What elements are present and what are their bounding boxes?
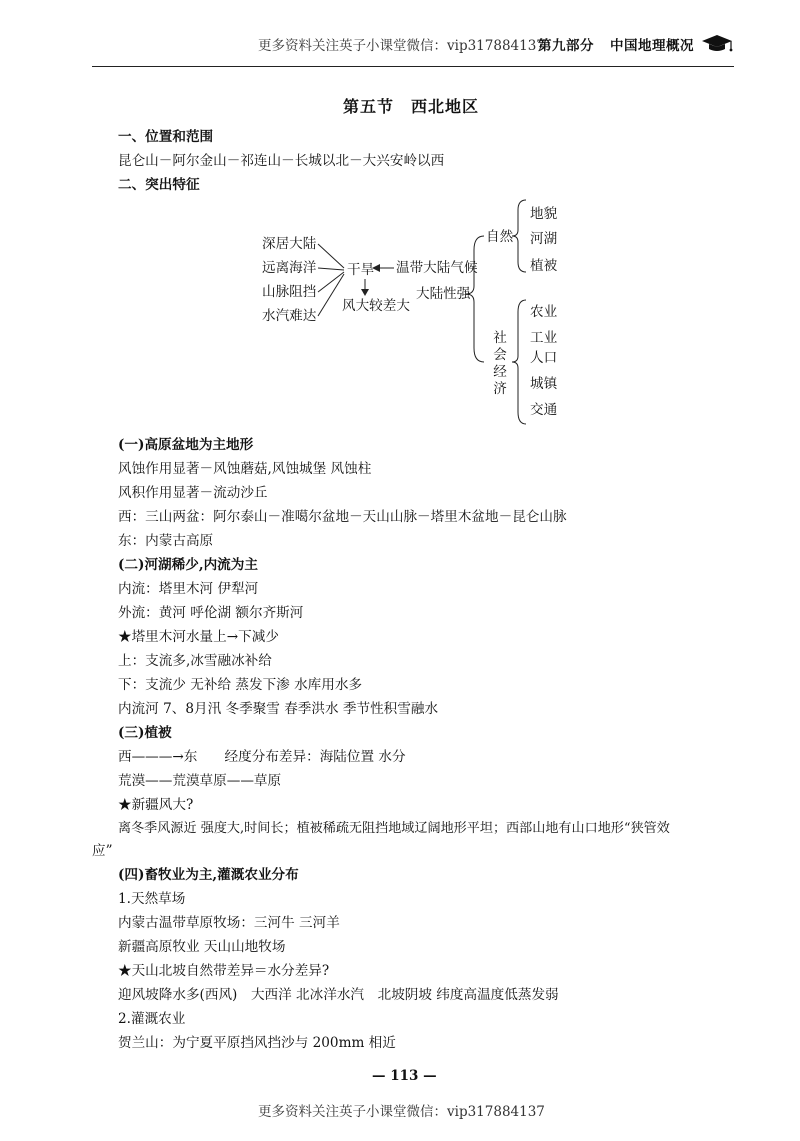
page-number: — 113 — bbox=[372, 1068, 437, 1084]
diagram-continental: 大陆性强 bbox=[416, 286, 471, 302]
diagram-connectors bbox=[0, 0, 800, 460]
diagram-natural-item: 地貌 bbox=[530, 206, 558, 222]
body-line: 离冬季风源近 强度大,时间长；植被稀疏无阻挡地域辽阔地形平坦；西部山地有山口地形“狭管效 bbox=[118, 821, 670, 836]
section-heading: 二、突出特征 bbox=[118, 177, 200, 193]
body-line: 东：内蒙古高原 bbox=[118, 533, 214, 549]
diagram-social-item: 城镇 bbox=[530, 376, 558, 392]
page-title: 第五节 西北地区 bbox=[343, 97, 480, 116]
header-watermark: 更多资料关注英子小课堂微信：vip317884137 bbox=[258, 38, 545, 54]
subsection-heading: (一)高原盆地为主地形 bbox=[118, 437, 254, 453]
diagram-cause: 水汽难达 bbox=[262, 308, 317, 324]
header-subject: 中国地理概况 bbox=[610, 38, 694, 54]
body-line: 内蒙古温带草原牧场：三河牛 三河羊 bbox=[118, 915, 340, 931]
diagram-climate: 温带大陆气候 bbox=[396, 260, 478, 276]
body-line: 内流：塔里木河 伊犁河 bbox=[118, 581, 259, 597]
diagram-social-item: 人口 bbox=[530, 350, 558, 366]
diagram-social-item: 农业 bbox=[530, 304, 558, 320]
footer-watermark: 更多资料关注英子小课堂微信：vip317884137 bbox=[258, 1104, 545, 1120]
diagram-wind: 风大较差大 bbox=[342, 298, 410, 314]
body-line: 西———→东 经度分布差异：海陆位置 水分 bbox=[118, 749, 406, 765]
body-line: ★新疆风大? bbox=[118, 797, 194, 813]
body-line: 风蚀作用显著－风蚀蘑菇,风蚀城堡 风蚀柱 bbox=[118, 461, 372, 477]
diagram-cause: 深居大陆 bbox=[262, 236, 317, 252]
body-line: ★塔里木河水量上→下减少 bbox=[118, 629, 279, 645]
header-part: 第九部分 bbox=[538, 38, 594, 54]
diagram-natural-item: 河湖 bbox=[530, 231, 558, 247]
diagram-social-item: 交通 bbox=[530, 402, 558, 418]
section-heading: 一、位置和范围 bbox=[118, 129, 214, 145]
body-line: 荒漠——荒漠草原——草原 bbox=[118, 773, 282, 789]
diagram-social-item: 工业 bbox=[530, 330, 558, 346]
diagram-natural: 自然 bbox=[486, 229, 514, 245]
body-line: 西：三山两盆：阿尔泰山－准噶尔盆地－天山山脉－塔里木盆地－昆仑山脉 bbox=[118, 509, 567, 525]
body-line: 内流河 7、8月汛 冬季聚雪 春季洪水 季节性积雪融水 bbox=[118, 701, 439, 717]
body-line: 上：支流多,冰雪融冰补给 bbox=[118, 653, 272, 669]
body-line: 外流：黄河 呼伦湖 额尔齐斯河 bbox=[118, 605, 304, 621]
body-line: 1.天然草场 bbox=[118, 891, 186, 907]
body-line: 下：支流少 无补给 蒸发下渗 水库用水多 bbox=[118, 677, 363, 693]
body-line: 迎风坡降水多(西风) 大西洋 北冰洋水汽 北坡阴坡 纬度高温度低蒸发弱 bbox=[118, 987, 559, 1003]
body-line: ★天山北坡自然带差异＝水分差异? bbox=[118, 963, 330, 979]
body-line: 风积作用显著－流动沙丘 bbox=[118, 485, 268, 501]
body-line: 应” bbox=[92, 843, 113, 859]
diagram-natural-item: 植被 bbox=[530, 258, 558, 274]
diagram-social: 社会经济 bbox=[493, 330, 507, 397]
diagram-cause: 远离海洋 bbox=[262, 260, 317, 276]
diagram-dry: 干旱 bbox=[347, 262, 375, 278]
subsection-heading: (四)畜牧业为主,灌溉农业分布 bbox=[118, 867, 299, 883]
body-line: 2.灌溉农业 bbox=[118, 1011, 186, 1027]
body-line: 新疆高原牧业 天山山地牧场 bbox=[118, 939, 286, 955]
subsection-heading: (三)植被 bbox=[118, 725, 172, 741]
section-text: 昆仑山－阿尔金山－祁连山－长城以北－大兴安岭以西 bbox=[118, 153, 445, 169]
subsection-heading: (二)河湖稀少,内流为主 bbox=[118, 557, 258, 573]
diagram-cause: 山脉阻挡 bbox=[262, 284, 317, 300]
body-line: 贺兰山：为宁夏平原挡风挡沙与 200mm 相近 bbox=[118, 1035, 396, 1051]
